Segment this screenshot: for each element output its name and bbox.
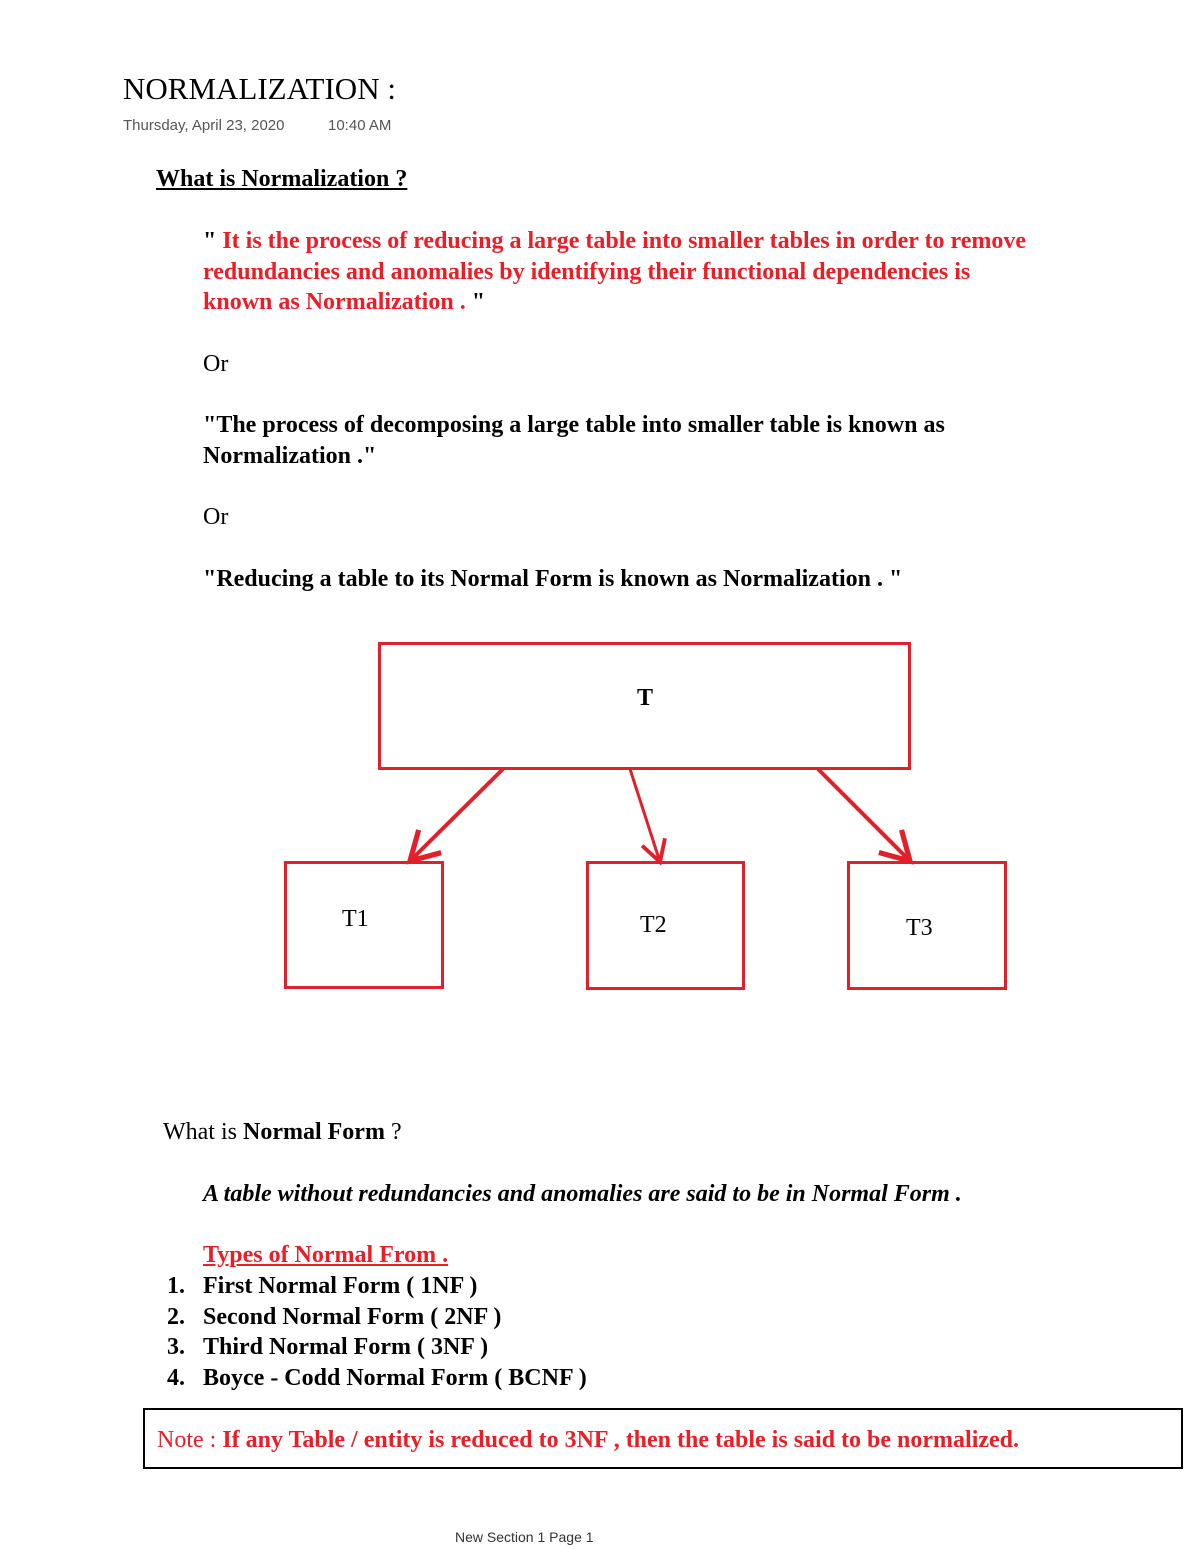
- list-number: 4.: [167, 1364, 185, 1391]
- arrow-to-t1: [410, 769, 503, 861]
- heading-bold: Normal Form: [242, 1119, 385, 1145]
- table-t1-label: T1: [342, 906, 369, 932]
- types-heading: Types of Normal From .: [203, 1242, 449, 1268]
- or-separator-1: Or: [203, 351, 229, 377]
- normal-form-definition: A table without redundancies and anomalies are said to be in Normal Form .: [203, 1181, 962, 1207]
- list-number: 1.: [167, 1273, 185, 1299]
- definition-red-text-1: It is the process of reducing a large table into smaller tables in order to remove: [216, 228, 1027, 254]
- list-item: [167, 1363, 587, 1394]
- normal-form-list: [167, 1271, 587, 1393]
- page-title: NORMALIZATION :: [123, 71, 396, 106]
- definition3: "Reducing a table to its Normal Form is known as Normalization . ": [203, 566, 903, 592]
- definition2-line-1: "The process of decomposing a large table into smaller table is known as: [203, 412, 945, 438]
- list-label: First Normal Form ( 1NF ): [203, 1273, 478, 1299]
- table-t3-label: T3: [906, 915, 933, 941]
- note-prefix: Note :: [157, 1427, 223, 1453]
- table-t2-label: T2: [640, 912, 667, 938]
- or-separator-2: Or: [203, 504, 229, 530]
- heading-suffix: ?: [384, 1119, 402, 1145]
- page-date: Thursday, April 23, 2020: [123, 117, 285, 134]
- definition-red-text-3: known as Normalization .: [203, 289, 472, 315]
- page-time: 10:40 AM: [328, 117, 392, 134]
- definition-red-line-2: redundancies and anomalies by identifying their functional dependencies is: [203, 259, 971, 285]
- list-number: 3.: [167, 1334, 185, 1360]
- normal-form-heading: [163, 1117, 402, 1147]
- table-t-label: T: [637, 685, 654, 711]
- close-quote: ": [471, 289, 486, 315]
- note-body: If any Table / entity is reduced to 3NF , then the table is said to be normalized.: [222, 1427, 1020, 1453]
- list-item: [167, 1332, 587, 1363]
- arrow-to-t3: [818, 769, 910, 861]
- list-label: Third Normal Form ( 3NF ): [203, 1334, 489, 1360]
- list-item: [167, 1302, 587, 1333]
- open-quote: ": [203, 228, 217, 254]
- note-text: [157, 1425, 1019, 1455]
- list-number: 2.: [167, 1303, 185, 1330]
- arrow-to-t2: [630, 769, 660, 862]
- normalization-heading: What is Normalization ?: [156, 166, 408, 192]
- heading-prefix: What is: [163, 1119, 243, 1145]
- page-footer: New Section 1 Page 1: [455, 1529, 594, 1545]
- list-item: [167, 1271, 587, 1302]
- list-label: Boyce - Codd Normal Form ( BCNF ): [203, 1364, 587, 1391]
- list-label: Second Normal Form ( 2NF ): [203, 1303, 502, 1330]
- definition2-line-2: Normalization .": [203, 443, 377, 469]
